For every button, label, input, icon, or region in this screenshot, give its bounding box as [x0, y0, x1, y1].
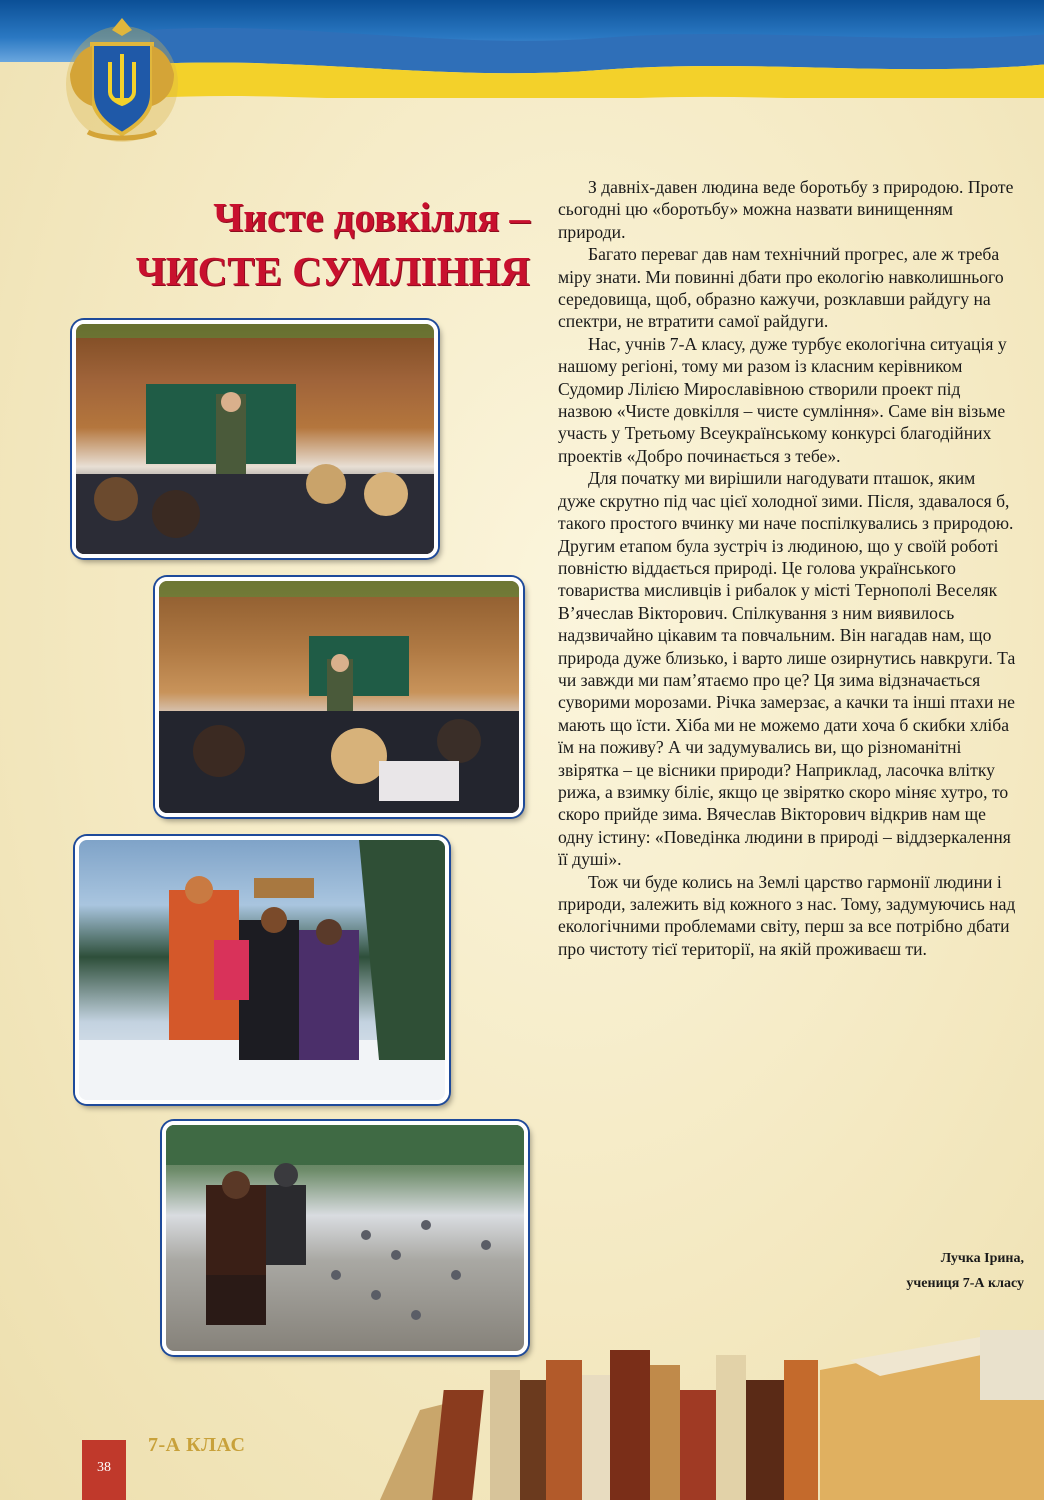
photo-feeding-pigeons [162, 1121, 528, 1355]
author-role: учениця 7-А класу [906, 1276, 1024, 1291]
title-line-1: Чисте довкілля – [213, 194, 530, 240]
author-signature [780, 1246, 1024, 1296]
article-paragraph-5: Тож чи буде колись на Землі царство гармонії людини і природи, залежить від кожного з нас. Тому, задумуючись над екологічними проблемами світу, перш за все потрібно дбати про чистоту тієї території, на якій проживаєш ти. [558, 871, 1016, 959]
photo-feeding-birds-winter-image [79, 840, 445, 1100]
photo-classroom-lecture-2 [155, 577, 523, 817]
photo-classroom-lecture-2-image [159, 581, 519, 813]
title-line-2: ЧИСТЕ СУМЛІННЯ [135, 248, 530, 294]
article-paragraph-1: З давніх-давен людина веде боротьбу з природою. Проте сьогодні цю «боротьбу» можна назвати винищенням природи. [558, 177, 1014, 242]
photo-feeding-pigeons-image [166, 1125, 524, 1351]
article-title [110, 190, 530, 298]
photo-classroom-lecture-1-image [76, 324, 434, 554]
article-paragraph-3: Нас, учнів 7-А класу, дуже турбує екологічна ситуація у нашому регіоні, тому ми разом із класним керівником Судомир Лілією Мирославівною створили проект під назвою «Чисте довкілля – чисте сумління». Саме він візьме участь у Третьому Всеукраїнському конкурсі благодійних проектів «Добро починається з тебе». [558, 333, 1007, 466]
article-paragraph-4: Для початку ми вирішили нагодувати пташок, яким дуже скрутно під час цієї холодної зими. Після, здавалося б, такого простого вчинку ми наче поспілкувались з природою. Другим етапом була зустріч із людиною, що у своїй роботі повністю віддається природі. Це голова українського товариства мисливців і рибалок у місті Тернополі Веселяк В’ячеслав Вікторович. Спілкування з ним виявилось надзвичайно цікавим та повчальним. Він нагадав нам, що природа дуже близько, і варто лише озирнутись навкруги. Та чи завжди ми пам’ятаємо про це? Ця зима відзначається суворими морозами. Річка замерзає, а качки та інші птахи не мають що їсти. Хіба ми не можемо дати хоча б скибки хліба їм на поживу? А чи задумувались ви, що різноманітні звірятка – це вісники природи? Наприклад, ласочка влітку рижа, а взимку біліє, якщо це звірятко скоро міняє хутро, то скоро прийде зима. Вячеслав Вікторович відкрив нам ще одну істину: «Поведінка людини в природі – віддзеркалення її душі». [558, 468, 1016, 870]
photo-classroom-lecture-1 [72, 320, 438, 558]
ukraine-flag-ribbon [150, 20, 1044, 98]
books-stack-decoration [380, 1330, 1044, 1500]
section-label: 7-А КЛАС [148, 1434, 246, 1456]
page-number: 38 [97, 1460, 111, 1475]
ukraine-coat-of-arms-icon [62, 14, 182, 144]
article-paragraph-2: Багато переваг дав нам технічний прогрес, але ж треба міру знати. Ми повинні дбати про екологію навколишнього середовища, щоб, образно кажучи, розклавши райдугу на спектри, не втратити самої райдуги. [558, 244, 1004, 332]
author-name: Лучка Ірина, [940, 1251, 1024, 1266]
photo-feeding-birds-winter [75, 836, 449, 1104]
article-body [558, 176, 1016, 960]
